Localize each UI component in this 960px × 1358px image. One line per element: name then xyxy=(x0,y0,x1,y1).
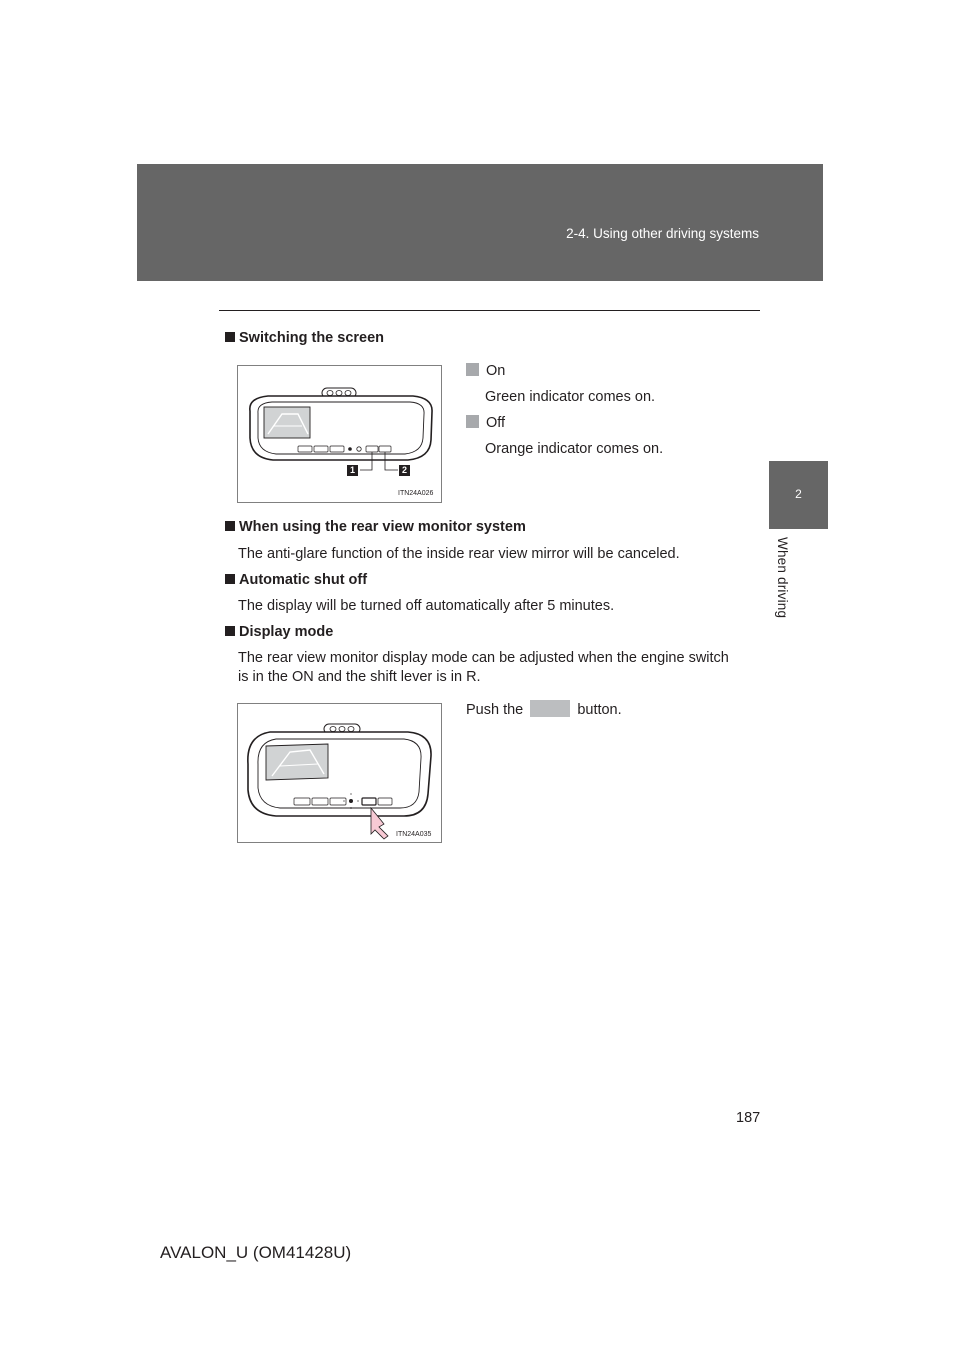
option-marker-icon xyxy=(466,415,479,428)
callout-1: 1 xyxy=(347,465,358,476)
figure-code: ITN24A026 xyxy=(398,490,434,497)
rear-view-body: The anti-glare function of the inside rear view mirror will be canceled. xyxy=(238,546,680,562)
figure-code: ITN24A035 xyxy=(396,831,432,838)
heading-rear-view: When using the rear view monitor system xyxy=(225,518,526,536)
display-mode-body-2: is in the ON and the shift lever is in R. xyxy=(238,669,481,685)
display-mode-body-1: The rear view monitor display mode can be adjusted when the engine switch xyxy=(238,650,729,666)
callout-2: 2 xyxy=(399,465,410,476)
header-band xyxy=(137,164,823,281)
chapter-tab xyxy=(769,461,828,529)
rear-view-mirror-tilted-illustration xyxy=(238,704,441,842)
mirror-figure-display-mode xyxy=(237,703,442,843)
option-off: Off xyxy=(466,414,505,432)
bullet-square-icon xyxy=(225,332,235,342)
bullet-square-icon xyxy=(225,521,235,531)
option-on: On xyxy=(466,362,505,380)
chapter-label: When driving xyxy=(775,537,790,619)
auto-off-body: The display will be turned off automatically after 5 minutes. xyxy=(238,598,615,614)
chapter-number: 2 xyxy=(795,487,802,501)
mirror-figure-switching xyxy=(237,365,442,503)
option-on-desc: Green indicator comes on. xyxy=(485,389,656,405)
button-placeholder-icon xyxy=(530,700,570,717)
heading-display-mode: Display mode xyxy=(225,623,333,641)
bullet-square-icon xyxy=(225,574,235,584)
header-rule xyxy=(219,310,760,311)
heading-switching-screen: Switching the screen xyxy=(225,329,384,347)
push-instruction: Push the button. xyxy=(466,702,622,718)
bullet-square-icon xyxy=(225,626,235,636)
model-code: AVALON_U (OM41428U) xyxy=(160,1243,352,1262)
section-title: 2-4. Using other driving systems xyxy=(566,226,759,241)
option-off-desc: Orange indicator comes on. xyxy=(485,441,664,457)
rear-view-mirror-illustration xyxy=(238,366,441,502)
page-number: 187 xyxy=(736,1110,761,1126)
heading-auto-off: Automatic shut off xyxy=(225,571,367,589)
option-marker-icon xyxy=(466,363,479,376)
